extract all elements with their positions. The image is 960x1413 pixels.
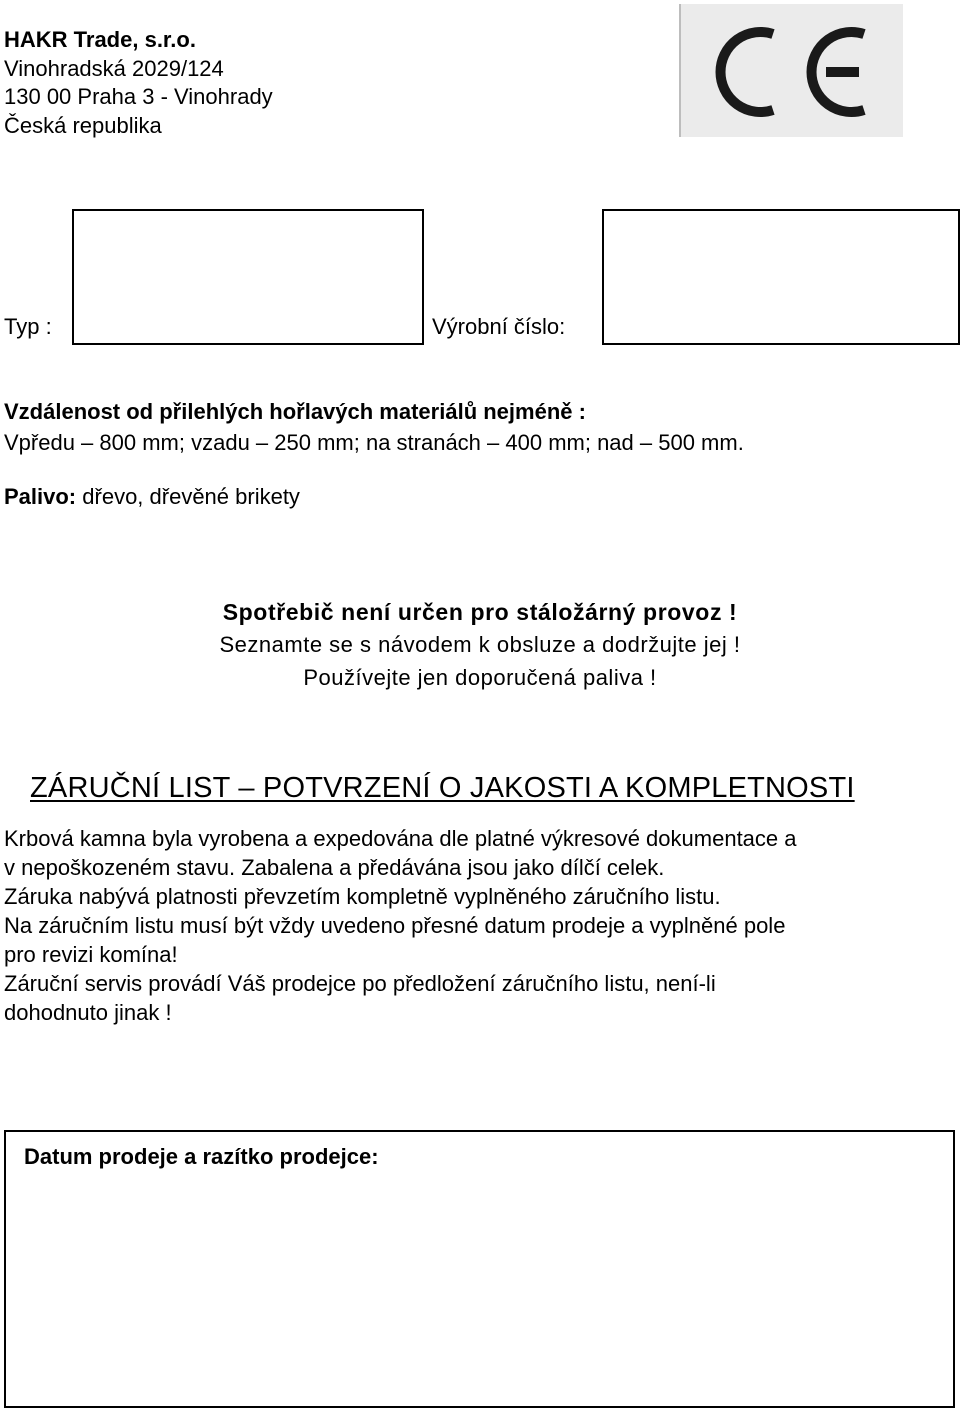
sale-date-stamp-box[interactable] xyxy=(4,1130,955,1408)
warning-recommended-fuel: Používejte jen doporučená paliva ! xyxy=(303,665,657,690)
company-country: Česká republika xyxy=(4,112,162,138)
sale-date-stamp-label: Datum prodeje a razítko prodejce: xyxy=(24,1144,379,1169)
warranty-line: Krbová kamna byla vyrobena a expedována dle platné výkresové dokumentace a xyxy=(4,826,797,851)
warning-not-continuous: Spotřebič není určen pro stáložárný provoz ! xyxy=(222,599,738,625)
fuel-value: dřevo, dřevěné brikety xyxy=(82,484,300,509)
serial-number-label: Výrobní číslo: xyxy=(432,314,566,339)
company-name: HAKR Trade, s.r.o. xyxy=(4,27,196,52)
serial-number-field[interactable] xyxy=(602,209,960,345)
type-label: Typ : xyxy=(4,314,52,339)
warnings-block-2 xyxy=(0,628,960,694)
warranty-line: Na záručním listu musí být vždy uvedeno přesné datum prodeje a vyplněné pole xyxy=(4,913,786,938)
ce-mark-logo xyxy=(679,4,903,137)
warranty-line: Záruční servis provádí Váš prodejce po předložení záručního listu, není-li xyxy=(4,971,716,996)
warranty-line: pro revizi komína! xyxy=(4,942,178,967)
warranty-line: Záruka nabývá platnosti převzetím kompletně vyplněného záručního listu. xyxy=(4,884,721,909)
type-field[interactable] xyxy=(72,209,424,345)
distance-heading: Vzdálenost od přilehlých hořlavých materiálů nejméně : xyxy=(4,399,586,424)
ce-mark-icon xyxy=(681,4,903,137)
warranty-line: dohodnuto jinak ! xyxy=(4,1000,172,1025)
company-address xyxy=(4,26,273,140)
warnings-block xyxy=(0,596,960,629)
warranty-text xyxy=(4,824,944,1027)
warranty-line: v nepoškozeném stavu. Zabalena a předávána jsou jako dílčí celek. xyxy=(4,855,665,880)
company-city: 130 00 Praha 3 - Vinohrady xyxy=(4,84,273,109)
distance-details: Vpředu – 800 mm; vzadu – 250 mm; na stranách – 400 mm; nad – 500 mm. xyxy=(4,430,744,455)
warranty-heading: ZÁRUČNÍ LIST – POTVRZENÍ O JAKOSTI A KOMPLETNOSTI xyxy=(30,772,855,804)
fuel-label: Palivo: xyxy=(4,484,77,509)
distance-requirements xyxy=(4,396,744,458)
company-street: Vinohradská 2029/124 xyxy=(4,55,224,81)
warning-read-manual: Seznamte se s návodem k obsluze a dodržujte jej ! xyxy=(219,632,741,657)
fuel-info xyxy=(4,484,300,510)
